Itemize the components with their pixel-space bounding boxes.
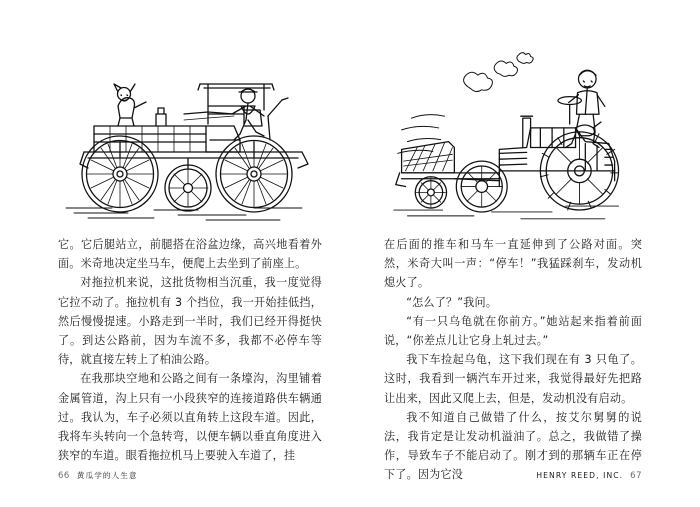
paragraph: 在后面的推车和马车一直延伸到了公路对面。突然，米奇大叫一声：“停车！”我猛踩刹车，发动机熄火了。 bbox=[384, 238, 642, 290]
paragraph: “有一只乌龟就在你前方。”她站起来指着前面说，“你差点儿让它身上轧过去。” bbox=[384, 314, 642, 348]
left-page-footer bbox=[58, 470, 322, 481]
running-head: HENRY REED, INC. bbox=[536, 471, 624, 480]
left-page-text bbox=[58, 235, 322, 465]
paragraph: 它。它后腿站立，前腿搭在浴盆边缘，高兴地看着外面。米奇地决定坐马车，便爬上去坐到了前座上。 bbox=[58, 238, 322, 271]
paragraph: 我下车捡起乌龟，这下我们现在有 3 只龟了。这时，我看到一辆汽车开过来，我觉得最好先把路让出来，因此又爬上去，但是，发动机没有启动。 bbox=[384, 353, 642, 405]
paragraph: 在我那块空地和公路之间有一条壕沟，沟里铺着金属管道，沟上只有一小段狭窄的连接道路供车辆通过。我认为，车子必须以直角转上这段车道。因此，我将车头转向一个急转弯，以便车辆以垂直角度进入狭窄的车道。眼看拖拉机马上要驶入车道了，挂 bbox=[58, 372, 322, 463]
page-number: 67 bbox=[630, 471, 642, 481]
running-head: 黄瓜学的人生意 bbox=[76, 471, 138, 480]
paragraph: “怎么了？”我问。 bbox=[406, 295, 498, 309]
paragraph: 对拖拉机来说，这批货物相当沉重，我一度觉得它拉不动了。拖拉机有 3 个挡位，我一开始挂低挡，然后慢慢提速。小路走到一半时，我们已经开得挺快了。到达公路前，因为车流不多，我都不必停车等待，就直接左转上了柏油公路。 bbox=[58, 276, 322, 367]
page-number: 66 bbox=[58, 471, 70, 481]
right-page bbox=[350, 0, 700, 507]
paragraph: 我不知道自己做错了什么，按艾尔舅舅的说法，我肯定是让发动机溢油了。总之，我做错了操作，导致车子不能启动了。刚才到的那辆车正在停下了。因为它没 bbox=[384, 410, 642, 482]
boy-on-tractor-illustration bbox=[384, 22, 642, 227]
right-page-text bbox=[384, 235, 642, 485]
horse-drawn-carriage-illustration bbox=[58, 22, 322, 227]
right-page-footer bbox=[384, 471, 642, 481]
